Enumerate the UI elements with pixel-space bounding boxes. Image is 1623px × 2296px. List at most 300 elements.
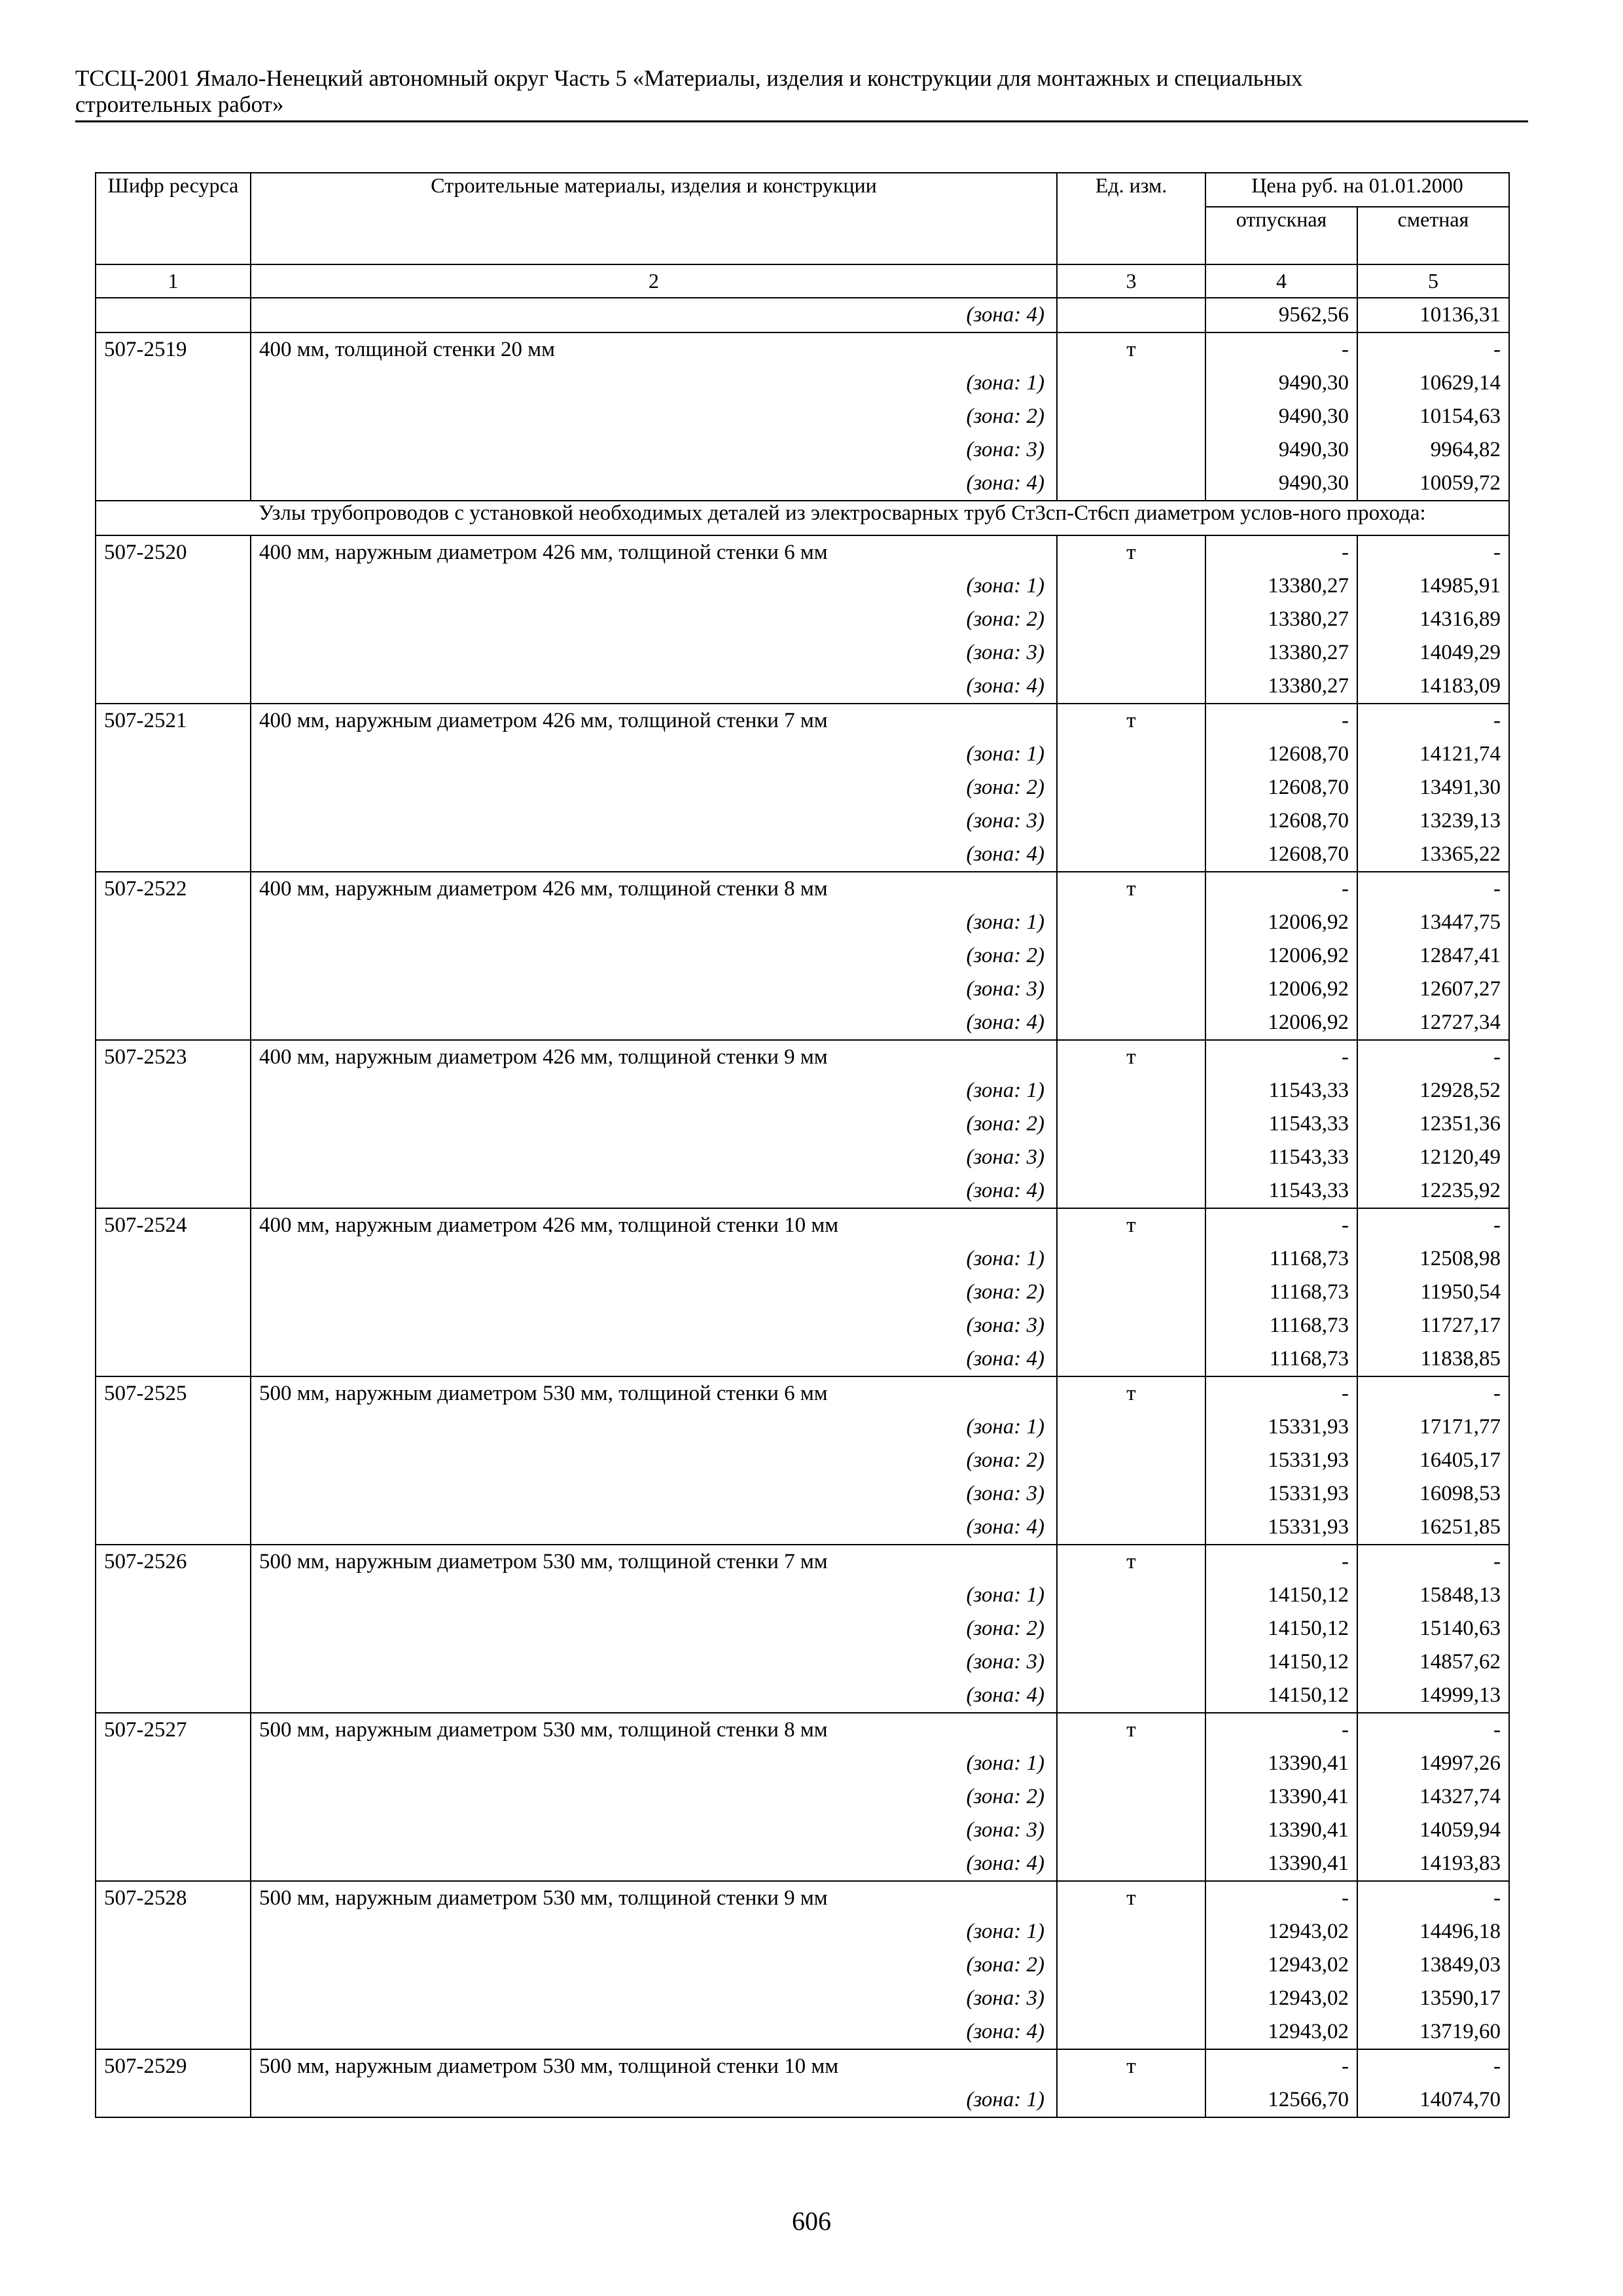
- estimate-price: 14997,26: [1357, 1747, 1509, 1780]
- unit: [1057, 670, 1205, 704]
- release-price: -: [1205, 1376, 1357, 1410]
- unit: [1057, 1645, 1205, 1679]
- table-body: [96, 298, 1509, 2117]
- unit: [1057, 1915, 1205, 1948]
- zone-price-row: [96, 1948, 1509, 1982]
- unit: [1057, 636, 1205, 670]
- resource-code: [96, 603, 251, 636]
- zone-price-row: [96, 467, 1509, 501]
- zone-label: (зона: 2): [251, 1107, 1057, 1141]
- item-description: 400 мм, наружным диаметром 426 мм, толщиной стенки 6 мм: [251, 535, 1057, 569]
- item-row: [96, 1545, 1509, 1579]
- unit: т: [1057, 2049, 1205, 2083]
- unit: [1057, 603, 1205, 636]
- unit: [1057, 1276, 1205, 1309]
- release-price: -: [1205, 872, 1357, 906]
- zone-price-row: [96, 1847, 1509, 1881]
- resource-code: [96, 670, 251, 704]
- unit: [1057, 1444, 1205, 1477]
- resource-code: [96, 1948, 251, 1982]
- resource-code: [96, 1006, 251, 1040]
- release-price: 14150,12: [1205, 1579, 1357, 1612]
- estimate-price: 13491,30: [1357, 771, 1509, 804]
- item-row: [96, 1376, 1509, 1410]
- release-price: 12006,92: [1205, 906, 1357, 939]
- release-price: -: [1205, 1208, 1357, 1242]
- estimate-price: 10059,72: [1357, 467, 1509, 501]
- zone-price-row: [96, 1814, 1509, 1847]
- estimate-price: -: [1357, 1545, 1509, 1579]
- release-price: 13380,27: [1205, 569, 1357, 603]
- resource-code: [96, 1915, 251, 1948]
- estimate-price: 17171,77: [1357, 1410, 1509, 1444]
- resource-code: [96, 771, 251, 804]
- price-table: [95, 172, 1510, 2118]
- zone-label: (зона: 4): [251, 1847, 1057, 1881]
- zone-price-row: [96, 1006, 1509, 1040]
- resource-code: [96, 1847, 251, 1881]
- zone-price-row: [96, 939, 1509, 973]
- unit: [1057, 2083, 1205, 2117]
- zone-price-row: [96, 670, 1509, 704]
- estimate-price: 13365,22: [1357, 838, 1509, 872]
- resource-code: [96, 1410, 251, 1444]
- release-price: 9490,30: [1205, 467, 1357, 501]
- zone-price-row: [96, 804, 1509, 838]
- item-row: [96, 1881, 1509, 1915]
- estimate-price: 14857,62: [1357, 1645, 1509, 1679]
- release-price: 13390,41: [1205, 1780, 1357, 1814]
- zone-price-row: [96, 298, 1509, 332]
- document-header: [75, 65, 1528, 122]
- zone-price-row: [96, 1747, 1509, 1780]
- resource-code: [96, 1107, 251, 1141]
- column-number: 2: [251, 264, 1057, 298]
- release-price: 13380,27: [1205, 636, 1357, 670]
- zone-price-row: [96, 1410, 1509, 1444]
- zone-price-row: [96, 1276, 1509, 1309]
- zone-price-row: [96, 1477, 1509, 1511]
- estimate-price: 14121,74: [1357, 738, 1509, 771]
- zone-label: (зона: 1): [251, 2083, 1057, 2117]
- release-price: 12608,70: [1205, 771, 1357, 804]
- zone-label: (зона: 3): [251, 1814, 1057, 1847]
- unit: [1057, 1141, 1205, 1174]
- zone-label: (зона: 3): [251, 1645, 1057, 1679]
- resource-code: [96, 1814, 251, 1847]
- zone-price-row: [96, 1444, 1509, 1477]
- resource-code: 507-2525: [96, 1376, 251, 1410]
- estimate-price: 14049,29: [1357, 636, 1509, 670]
- resource-code: [96, 636, 251, 670]
- unit: [1057, 771, 1205, 804]
- zone-price-row: [96, 906, 1509, 939]
- resource-code: [96, 838, 251, 872]
- header-price-group: Цена руб. на 01.01.2000: [1205, 173, 1509, 207]
- unit: [1057, 1242, 1205, 1276]
- estimate-price: 12508,98: [1357, 1242, 1509, 1276]
- zone-label: (зона: 2): [251, 603, 1057, 636]
- estimate-price: -: [1357, 1376, 1509, 1410]
- resource-code: [96, 1174, 251, 1208]
- unit: [1057, 906, 1205, 939]
- release-price: 12608,70: [1205, 804, 1357, 838]
- zone-label: (зона: 3): [251, 1477, 1057, 1511]
- resource-code: [96, 1747, 251, 1780]
- resource-code: [96, 1511, 251, 1545]
- release-price: 13380,27: [1205, 603, 1357, 636]
- release-price: 13390,41: [1205, 1814, 1357, 1847]
- unit: [1057, 298, 1205, 332]
- zone-label: (зона: 4): [251, 1511, 1057, 1545]
- estimate-price: 14183,09: [1357, 670, 1509, 704]
- zone-label: (зона: 1): [251, 906, 1057, 939]
- item-row: [96, 872, 1509, 906]
- release-price: 9490,30: [1205, 400, 1357, 433]
- release-price: 14150,12: [1205, 1645, 1357, 1679]
- resource-code: [96, 1309, 251, 1342]
- resource-code: [96, 1579, 251, 1612]
- zone-price-row: [96, 771, 1509, 804]
- resource-code: [96, 1612, 251, 1645]
- release-price: 11543,33: [1205, 1174, 1357, 1208]
- release-price: -: [1205, 332, 1357, 367]
- release-price: 12006,92: [1205, 939, 1357, 973]
- zone-price-row: [96, 1579, 1509, 1612]
- estimate-price: 13849,03: [1357, 1948, 1509, 1982]
- resource-code: 507-2523: [96, 1040, 251, 1074]
- estimate-price: -: [1357, 1208, 1509, 1242]
- zone-label: (зона: 1): [251, 1747, 1057, 1780]
- release-price: -: [1205, 1040, 1357, 1074]
- resource-code: [96, 2015, 251, 2049]
- item-description: 400 мм, наружным диаметром 426 мм, толщиной стенки 9 мм: [251, 1040, 1057, 1074]
- unit: [1057, 433, 1205, 467]
- page-number: 606: [792, 2206, 831, 2236]
- release-price: 13390,41: [1205, 1847, 1357, 1881]
- zone-price-row: [96, 433, 1509, 467]
- column-number: 3: [1057, 264, 1205, 298]
- estimate-price: 12120,49: [1357, 1141, 1509, 1174]
- estimate-price: 11838,85: [1357, 1342, 1509, 1376]
- zone-price-row: [96, 1511, 1509, 1545]
- zone-price-row: [96, 1612, 1509, 1645]
- resource-code: [96, 1276, 251, 1309]
- zone-price-row: [96, 636, 1509, 670]
- zone-price-row: [96, 1780, 1509, 1814]
- release-price: 15331,93: [1205, 1511, 1357, 1545]
- unit: т: [1057, 332, 1205, 367]
- zone-price-row: [96, 973, 1509, 1006]
- zone-label: (зона: 4): [251, 670, 1057, 704]
- header-line-1: ТССЦ-2001 Ямало-Ненецкий автономный округ Часть 5 «Материалы, изделия и конструкции для монтажных и специальных: [75, 65, 1303, 91]
- unit: [1057, 1107, 1205, 1141]
- estimate-price: 14327,74: [1357, 1780, 1509, 1814]
- release-price: -: [1205, 1881, 1357, 1915]
- zone-price-row: [96, 1679, 1509, 1713]
- unit: [1057, 2015, 1205, 2049]
- estimate-price: 16405,17: [1357, 1444, 1509, 1477]
- resource-code: [96, 367, 251, 400]
- unit: [1057, 738, 1205, 771]
- zone-label: (зона: 1): [251, 1579, 1057, 1612]
- zone-label: (зона: 3): [251, 1141, 1057, 1174]
- header-estimate-price: сметная: [1357, 207, 1509, 264]
- release-price: 11168,73: [1205, 1309, 1357, 1342]
- item-description: 400 мм, наружным диаметром 426 мм, толщиной стенки 10 мм: [251, 1208, 1057, 1242]
- zone-label: (зона: 3): [251, 433, 1057, 467]
- zone-label: (зона: 2): [251, 1780, 1057, 1814]
- estimate-price: 12727,34: [1357, 1006, 1509, 1040]
- item-row: [96, 1208, 1509, 1242]
- zone-price-row: [96, 1982, 1509, 2015]
- resource-code: [96, 467, 251, 501]
- resource-code: [96, 1477, 251, 1511]
- release-price: 11543,33: [1205, 1141, 1357, 1174]
- header-unit: Ед. изм.: [1057, 173, 1205, 264]
- zone-price-row: [96, 1107, 1509, 1141]
- release-price: -: [1205, 535, 1357, 569]
- zone-price-row: [96, 738, 1509, 771]
- estimate-price: 13447,75: [1357, 906, 1509, 939]
- estimate-price: -: [1357, 332, 1509, 367]
- release-price: 15331,93: [1205, 1477, 1357, 1511]
- zone-price-row: [96, 1342, 1509, 1376]
- unit: [1057, 1511, 1205, 1545]
- header-line-2: строительных работ»: [75, 92, 284, 117]
- estimate-price: 14496,18: [1357, 1915, 1509, 1948]
- unit: [1057, 1747, 1205, 1780]
- release-price: 12566,70: [1205, 2083, 1357, 2117]
- zone-label: (зона: 2): [251, 939, 1057, 973]
- zone-label: (зона: 2): [251, 771, 1057, 804]
- zone-label: (зона: 4): [251, 1006, 1057, 1040]
- unit: [1057, 400, 1205, 433]
- estimate-price: -: [1357, 1040, 1509, 1074]
- resource-code: [96, 1679, 251, 1713]
- resource-code: [96, 906, 251, 939]
- unit: [1057, 1982, 1205, 2015]
- zone-price-row: [96, 367, 1509, 400]
- release-price: 15331,93: [1205, 1410, 1357, 1444]
- unit: [1057, 1679, 1205, 1713]
- unit: т: [1057, 1376, 1205, 1410]
- release-price: 14150,12: [1205, 1612, 1357, 1645]
- header-resource-code: Шифр ресурса: [96, 173, 251, 264]
- zone-price-row: [96, 1309, 1509, 1342]
- release-price: 11168,73: [1205, 1276, 1357, 1309]
- estimate-price: -: [1357, 535, 1509, 569]
- resource-code: [96, 1242, 251, 1276]
- estimate-price: 14316,89: [1357, 603, 1509, 636]
- zone-price-row: [96, 400, 1509, 433]
- item-row: [96, 704, 1509, 738]
- zone-price-row: [96, 838, 1509, 872]
- estimate-price: 10136,31: [1357, 298, 1509, 332]
- unit: [1057, 1006, 1205, 1040]
- header-materials: Строительные материалы, изделия и конструкции: [251, 173, 1057, 264]
- unit: [1057, 1847, 1205, 1881]
- release-price: 11168,73: [1205, 1342, 1357, 1376]
- resource-code: [96, 298, 251, 332]
- unit: т: [1057, 1208, 1205, 1242]
- unit: т: [1057, 1040, 1205, 1074]
- unit: [1057, 1309, 1205, 1342]
- section-code-cell: [96, 501, 251, 535]
- release-price: 12006,92: [1205, 1006, 1357, 1040]
- release-price: 9490,30: [1205, 433, 1357, 467]
- unit: т: [1057, 1713, 1205, 1747]
- resource-code: [96, 1780, 251, 1814]
- estimate-price: 15140,63: [1357, 1612, 1509, 1645]
- resource-code: [96, 1982, 251, 2015]
- zone-label: (зона: 2): [251, 1612, 1057, 1645]
- release-price: -: [1205, 1713, 1357, 1747]
- zone-price-row: [96, 1141, 1509, 1174]
- zone-label: (зона: 1): [251, 1410, 1057, 1444]
- zone-label: (зона: 1): [251, 738, 1057, 771]
- estimate-price: 14193,83: [1357, 1847, 1509, 1881]
- estimate-price: 16098,53: [1357, 1477, 1509, 1511]
- unit: [1057, 1074, 1205, 1107]
- resource-code: [96, 738, 251, 771]
- column-numbers-row: [96, 264, 1509, 298]
- release-price: 11168,73: [1205, 1242, 1357, 1276]
- release-price: 9490,30: [1205, 367, 1357, 400]
- resource-code: [96, 2083, 251, 2117]
- estimate-price: 16251,85: [1357, 1511, 1509, 1545]
- release-price: 14150,12: [1205, 1679, 1357, 1713]
- estimate-price: 14074,70: [1357, 2083, 1509, 2117]
- release-price: 13390,41: [1205, 1747, 1357, 1780]
- resource-code: [96, 1645, 251, 1679]
- zone-label: (зона: 2): [251, 400, 1057, 433]
- estimate-price: 13590,17: [1357, 1982, 1509, 2015]
- header-release-price: отпускная: [1205, 207, 1357, 264]
- resource-code: 507-2522: [96, 872, 251, 906]
- resource-code: [96, 1074, 251, 1107]
- resource-code: 507-2527: [96, 1713, 251, 1747]
- zone-price-row: [96, 569, 1509, 603]
- estimate-price: 11950,54: [1357, 1276, 1509, 1309]
- release-price: 9562,56: [1205, 298, 1357, 332]
- resource-code: 507-2528: [96, 1881, 251, 1915]
- resource-code: 507-2526: [96, 1545, 251, 1579]
- item-description: 500 мм, наружным диаметром 530 мм, толщиной стенки 9 мм: [251, 1881, 1057, 1915]
- estimate-price: 12928,52: [1357, 1074, 1509, 1107]
- unit: т: [1057, 704, 1205, 738]
- unit: т: [1057, 1545, 1205, 1579]
- unit: [1057, 973, 1205, 1006]
- zone-label: (зона: 2): [251, 1276, 1057, 1309]
- unit: [1057, 1174, 1205, 1208]
- estimate-price: 12607,27: [1357, 973, 1509, 1006]
- resource-code: [96, 569, 251, 603]
- resource-code: [96, 400, 251, 433]
- item-row: [96, 332, 1509, 367]
- zone-label: (зона: 2): [251, 1444, 1057, 1477]
- release-price: -: [1205, 704, 1357, 738]
- release-price: 12943,02: [1205, 1948, 1357, 1982]
- estimate-price: 14985,91: [1357, 569, 1509, 603]
- unit: [1057, 1342, 1205, 1376]
- resource-code: [96, 939, 251, 973]
- item-description: 400 мм, толщиной стенки 20 мм: [251, 332, 1057, 367]
- release-price: -: [1205, 2049, 1357, 2083]
- estimate-price: 14059,94: [1357, 1814, 1509, 1847]
- zone-price-row: [96, 1915, 1509, 1948]
- estimate-price: 11727,17: [1357, 1309, 1509, 1342]
- item-row: [96, 535, 1509, 569]
- unit: [1057, 1948, 1205, 1982]
- item-description: 400 мм, наружным диаметром 426 мм, толщиной стенки 7 мм: [251, 704, 1057, 738]
- unit: [1057, 569, 1205, 603]
- item-description: 400 мм, наружным диаметром 426 мм, толщиной стенки 8 мм: [251, 872, 1057, 906]
- release-price: 12943,02: [1205, 1982, 1357, 2015]
- unit: [1057, 939, 1205, 973]
- estimate-price: 12351,36: [1357, 1107, 1509, 1141]
- item-description: 500 мм, наружным диаметром 530 мм, толщиной стенки 7 мм: [251, 1545, 1057, 1579]
- estimate-price: -: [1357, 2049, 1509, 2083]
- resource-code: [96, 973, 251, 1006]
- zone-label: (зона: 3): [251, 1309, 1057, 1342]
- zone-label: (зона: 4): [251, 838, 1057, 872]
- section-heading: Узлы трубопроводов с установкой необходимых деталей из электросварных труб Ст3сп-Ст6сп диаметром услов-ного прохода:: [251, 501, 1509, 535]
- column-number: 5: [1357, 264, 1509, 298]
- zone-label: (зона: 3): [251, 1982, 1057, 2015]
- estimate-price: 12235,92: [1357, 1174, 1509, 1208]
- zone-price-row: [96, 2083, 1509, 2117]
- estimate-price: 14999,13: [1357, 1679, 1509, 1713]
- estimate-price: 10629,14: [1357, 367, 1509, 400]
- resource-code: [96, 804, 251, 838]
- item-description: 500 мм, наружным диаметром 530 мм, толщиной стенки 6 мм: [251, 1376, 1057, 1410]
- resource-code: [96, 1444, 251, 1477]
- unit: [1057, 367, 1205, 400]
- zone-label: (зона: 3): [251, 804, 1057, 838]
- zone-price-row: [96, 1174, 1509, 1208]
- unit: [1057, 1780, 1205, 1814]
- zone-price-row: [96, 2015, 1509, 2049]
- unit: [1057, 838, 1205, 872]
- release-price: 12943,02: [1205, 1915, 1357, 1948]
- release-price: 13380,27: [1205, 670, 1357, 704]
- resource-code: 507-2519: [96, 332, 251, 367]
- zone-label: (зона: 2): [251, 1948, 1057, 1982]
- release-price: 11543,33: [1205, 1074, 1357, 1107]
- item-description: 500 мм, наружным диаметром 530 мм, толщиной стенки 10 мм: [251, 2049, 1057, 2083]
- zone-price-row: [96, 1074, 1509, 1107]
- release-price: 15331,93: [1205, 1444, 1357, 1477]
- zone-label: (зона: 4): [251, 1342, 1057, 1376]
- estimate-price: 9964,82: [1357, 433, 1509, 467]
- estimate-price: 13719,60: [1357, 2015, 1509, 2049]
- zone-label: (зона: 4): [251, 467, 1057, 501]
- unit: [1057, 804, 1205, 838]
- unit: т: [1057, 1881, 1205, 1915]
- estimate-price: -: [1357, 872, 1509, 906]
- resource-code: 507-2524: [96, 1208, 251, 1242]
- zone-label: (зона: 4): [251, 2015, 1057, 2049]
- estimate-price: 15848,13: [1357, 1579, 1509, 1612]
- item-row: [96, 1040, 1509, 1074]
- unit: [1057, 1579, 1205, 1612]
- zone-price-row: [96, 1645, 1509, 1679]
- resource-code: [96, 433, 251, 467]
- resource-code: [96, 1141, 251, 1174]
- zone-label: (зона: 3): [251, 973, 1057, 1006]
- estimate-price: -: [1357, 1713, 1509, 1747]
